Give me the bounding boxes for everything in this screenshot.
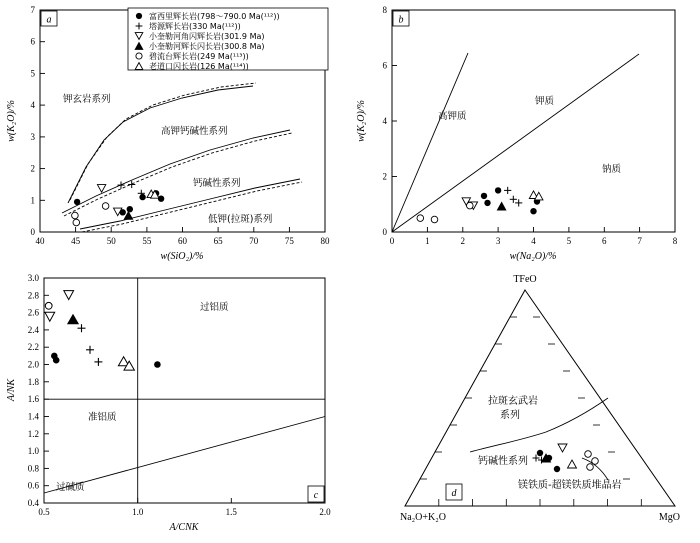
panel-d-apex-left: Na₂O+K₂O xyxy=(400,512,446,523)
tick-b-x-1: 1 xyxy=(425,236,430,246)
tick-a-y-4: 4 xyxy=(30,100,35,111)
field-d-1: 系列 xyxy=(500,410,520,421)
tick-a-y-1: 1 xyxy=(30,195,35,206)
legend xyxy=(128,8,328,71)
field-c-0: 过铝质 xyxy=(200,302,229,313)
panel-a-silica-potassium xyxy=(0,0,350,268)
panel-a-boundaries xyxy=(62,83,302,232)
field-c-2: 过碱质 xyxy=(56,482,85,493)
panel-a-x-ticks xyxy=(36,227,331,246)
tick-c-y-8: 2.0 xyxy=(27,359,39,370)
field-d-3: 镁铁质-超镁铁质堆晶岩 xyxy=(518,480,622,491)
panel-a-svg xyxy=(0,0,350,268)
tick-b-y-4: 8 xyxy=(382,5,387,15)
panel-d-ticks xyxy=(420,317,641,506)
panel-b-boundaries xyxy=(392,53,639,232)
legend-label-3: 小奎勒河辉长闪长岩(300.8 Ma) xyxy=(149,42,265,51)
legend-label-1: 塔源辉长岩(330 Ma(¹¹²)) xyxy=(149,22,241,31)
tick-a-x-6: 70 xyxy=(249,236,259,246)
tick-c-y-7: 1.8 xyxy=(27,376,39,387)
legend-label-2: 小奎勒河角闪辉长岩(301.9 Ma) xyxy=(149,32,265,41)
panel-b-svg xyxy=(350,0,700,268)
tick-b-x-6: 6 xyxy=(602,236,607,246)
legend-label-4: 碧流台辉长岩(249 Ma(¹¹³)) xyxy=(149,52,249,61)
tick-b-x-5: 5 xyxy=(566,236,572,246)
tick-b-y-3: 6 xyxy=(382,60,387,71)
panel-c-x-axis-label: A/CNK xyxy=(169,522,199,533)
tick-b-x-2: 2 xyxy=(460,236,466,246)
panel-b-data-points xyxy=(417,187,543,223)
tick-c-y-0: 0.4 xyxy=(27,498,39,508)
panel-c-frame xyxy=(44,278,325,503)
tick-c-y-13: 3.0 xyxy=(27,273,39,283)
field-a-1: 高钾钙碱性系列 xyxy=(161,126,228,137)
tick-b-x-7: 7 xyxy=(637,236,642,246)
panel-b-label: b xyxy=(398,14,404,26)
panel-d-apex-top: TFeO xyxy=(513,274,537,285)
panel-b-y-axis-label: w(K₂O)/% xyxy=(356,100,367,142)
tick-b-x-3: 3 xyxy=(495,236,501,246)
panel-a-x-axis-label: w(SiO₂)/% xyxy=(160,251,204,262)
panel-a-data-points xyxy=(72,181,165,226)
tick-b-y-2: 4 xyxy=(382,116,387,126)
tick-a-x-0: 40 xyxy=(35,236,45,246)
tick-c-y-5: 1.4 xyxy=(27,411,39,422)
panel-c-label: c xyxy=(313,490,319,501)
tick-b-x-8: 8 xyxy=(672,236,678,246)
tick-a-y-6: 6 xyxy=(30,36,35,47)
field-d-0: 拉斑玄武岩 xyxy=(488,396,538,407)
tick-a-y-2: 2 xyxy=(30,163,35,174)
tick-a-y-0: 0 xyxy=(30,227,35,237)
tick-c-y-6: 1.6 xyxy=(27,394,39,405)
field-a-0: 钾玄岩系列 xyxy=(63,94,111,105)
legend-symbol-open-circle xyxy=(136,53,142,59)
tick-c-y-2: 0.8 xyxy=(27,463,39,474)
panel-b-x-ticks xyxy=(390,227,678,246)
tick-a-y-3: 3 xyxy=(30,131,35,142)
tick-c-y-9: 2.2 xyxy=(27,342,39,353)
panel-d-data-points xyxy=(533,444,599,472)
panel-c-boundaries xyxy=(44,278,325,503)
field-c-1: 准铝质 xyxy=(88,412,117,423)
tick-a-x-3: 55 xyxy=(142,236,152,246)
legend-symbol-filled-circle xyxy=(136,13,142,19)
panel-b-sodium-potassium xyxy=(350,0,700,268)
tick-c-x-0: 0.5 xyxy=(38,507,50,517)
panel-d-svg xyxy=(350,268,700,543)
tick-a-x-1: 45 xyxy=(71,236,81,246)
tick-a-x-7: 75 xyxy=(284,236,294,246)
field-b-2: 钠质 xyxy=(602,164,622,175)
field-b-0: 高钾质 xyxy=(438,111,467,122)
panel-c-acnk-ank xyxy=(0,268,350,543)
panel-c-data-points xyxy=(45,291,161,371)
panel-b-y-ticks xyxy=(383,5,398,237)
tick-b-x-0: 0 xyxy=(389,236,395,246)
tick-c-y-4: 1.2 xyxy=(27,428,39,439)
field-b-1: 钾质 xyxy=(535,96,555,107)
panel-c-x-ticks xyxy=(38,498,331,517)
tick-c-y-10: 2.4 xyxy=(27,324,39,335)
tick-c-x-1: 1.0 xyxy=(132,507,144,517)
panel-a-y-axis-label: w(K₂O)/% xyxy=(6,100,17,142)
field-a-3: 低钾(拉斑)系列 xyxy=(208,214,273,225)
tick-a-x-5: 65 xyxy=(213,236,223,246)
tick-c-y-11: 2.6 xyxy=(27,307,39,318)
tick-c-y-3: 1.0 xyxy=(27,446,39,457)
tick-a-x-4: 60 xyxy=(178,236,187,246)
tick-c-y-12: 2.8 xyxy=(27,290,39,301)
tick-b-y-1: 2 xyxy=(382,171,387,182)
tick-a-x-8: 80 xyxy=(320,236,330,246)
tick-a-y-5: 5 xyxy=(30,68,35,79)
panel-a-label: a xyxy=(46,14,52,26)
panel-d-label: d xyxy=(451,488,457,499)
tick-b-y-0: 0 xyxy=(382,227,387,237)
tick-c-x-2: 1.5 xyxy=(225,507,237,517)
panel-d-triangle xyxy=(405,290,675,506)
panel-a-y-ticks xyxy=(31,5,46,237)
panel-c-y-axis-label: A/NK xyxy=(6,378,17,402)
tick-c-x-3: 2.0 xyxy=(319,507,331,517)
panel-c-svg xyxy=(0,268,350,543)
tick-a-y-7: 7 xyxy=(30,5,35,15)
tick-b-x-4: 4 xyxy=(531,236,536,246)
legend-label-5: 老道口闪长岩(126 Ma(¹¹⁴)) xyxy=(149,62,249,71)
panel-b-x-axis-label: w(Na₂O)/% xyxy=(509,251,557,262)
panel-d-afm-ternary xyxy=(350,268,700,543)
legend-label-0: 富西里辉长岩(798～790.0 Ma(¹¹²)) xyxy=(149,12,280,21)
tick-a-x-2: 50 xyxy=(106,236,116,246)
panel-d-apex-right: MgO xyxy=(658,512,680,523)
field-d-2: 钙碱性系列 xyxy=(478,456,528,467)
tick-c-y-1: 0.6 xyxy=(27,480,39,491)
field-a-2: 钙碱性系列 xyxy=(193,178,241,189)
